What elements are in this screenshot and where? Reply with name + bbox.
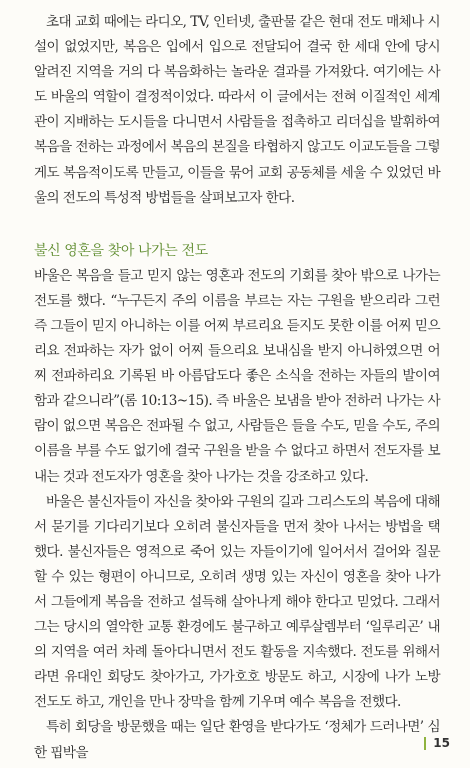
section-paragraph-3: 특히 회당을 방문했을 때는 일단 환영을 받다가도 ‘정체가 드러나면’ 심한 핍박을 [34, 719, 440, 761]
page-number: 15 [433, 736, 450, 750]
page-footer [424, 736, 450, 750]
section-heading: 불신 영혼을 찾아 나가는 전도 [34, 242, 208, 259]
section-paragraph-2: 바울은 불신자들이 자신을 찾아와 구원의 길과 그리스도의 복음에 대해서 묻기를 기다리기보다 오히려 불신자들을 먼저 찾아 나서는 방법을 택했다. 불신자들은 영적으로 죽어 있는 자들이기에 일어서서 걸어와 질문할 수 있는 형편이 아니므로, 오히려 생명 있는 자신이 영혼을 찾아 나가서 그들에게 복음을 전하고 설득해 살아나게 해야 한다고 믿었다. 그래서 그는 당시의 열악한 교통 환경에도 불구하고 예루살렘부터 ‘일루리곤’ 내의 지역을 여러 차례 돌아다니면서 전도 활동을 지속했다. 전도를 위해서라면 유대인 회당도 찾아가고, 가가호호 방문도 하고, 시장에 나가 노방 전도도 하고, 개인을 만나 장막을 함께 기우며 예수 복음을 전했다. [34, 493, 440, 711]
intro-paragraph: 초대 교회 때에는 라디오, TV, 인터넷, 출판물 같은 현대 전도 매체나 시설이 없었지만, 복음은 입에서 입으로 전달되어 결국 한 세대 안에 당시 알려진 지역을 거의 다 복음화하는 놀라운 결과를 가져왔다. 여기에는 사도 바울의 역할이 결정적이었다. 따라서 이 글에서는 전혀 이질적인 세계관이 지배하는 도시들을 다니면서 사람들을 접촉하고 리더십을 발휘하여 복음을 전하는 과정에서 복음의 본질을 타협하지 않고도 이교도들을 그렇게도 복음적이도록 만들고, 이들을 묶어 교회 공동체를 세울 수 있었던 바울의 전도의 특성적 방법들을 살펴보고자 한다. [34, 14, 440, 206]
body-text [34, 10, 440, 766]
footer-divider [424, 737, 426, 750]
section-paragraph-1: 바울은 복음을 들고 믿지 않는 영혼과 전도의 기회를 찾아 밖으로 나가는 전도를 했다. “누구든지 주의 이름을 부르는 자는 구원을 받으리라 그런즉 그들이 믿지 아니하는 이를 어찌 부르리요 듣지도 못한 이를 어찌 믿으리요 전파하는 자가 없이 어찌 들으리요 보내심을 받지 아니하였으면 어찌 전파하리요 기록된 바 아름답도다 좋은 소식을 전하는 자들의 발이여 함과 같으니라”(롬 10:13~15). 즉 바울은 보냄을 받아 전하러 나가는 사람이 없으면 복음은 전파될 수 없고, 사람들은 들을 수도, 믿을 수도, 주의 이름을 부를 수도 없기에 결국 구원을 받을 수 없다고 하면서 전도자를 보내는 것과 전도자가 영혼을 찾아 나가는 것을 강조하고 있다. [34, 267, 440, 485]
